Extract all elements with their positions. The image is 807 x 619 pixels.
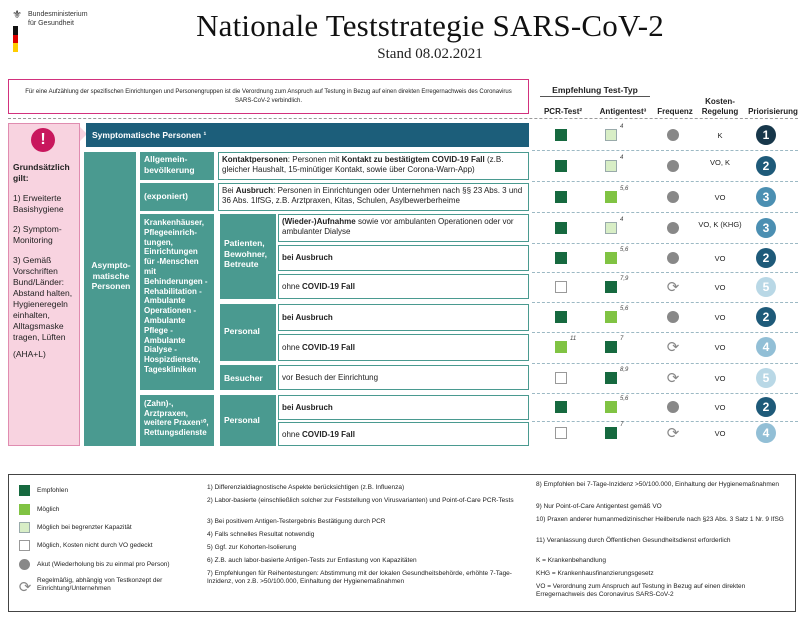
antigen-begrenzt-marker <box>605 222 617 234</box>
legend-begrenzt-swatch <box>19 522 30 533</box>
pcr-empfohlen-marker <box>555 160 567 172</box>
page-title: Nationale Teststrategie SARS-CoV-2 <box>196 8 664 43</box>
antigen-moeglich-marker <box>605 191 617 203</box>
rule-1: 1) Erweiterte Basishygiene <box>13 193 64 214</box>
ministry-logo <box>10 8 140 48</box>
general-rules-panel <box>8 123 80 446</box>
row-ausbruch: Bei Ausbruch: Personen in Einrichtungen oder Unternehmen nach §§ 23 Abs. 3 und 36 Abs. 1IfSG, z.B. Arztpraxen, Kitas, Schulen, Asylbewerberheime <box>218 183 529 211</box>
row-praxen-ausbruch: bei Ausbruch <box>278 395 529 420</box>
regelmaessig-icon: ⟳ <box>666 424 680 442</box>
eagle-icon: ⚜ <box>12 8 22 21</box>
akut-icon <box>667 311 679 323</box>
legend-moeglich: Möglich <box>37 506 60 513</box>
row-kontaktpersonen: Kontaktpersonen: Personen mit Kontakt zu bestätigtem COVID-19 Fall (z.B. gleicher Haushalt, 15-minütiger Kontakt, sowie über Corona-Warn-App) <box>218 152 529 180</box>
kosten-r3: VO <box>714 254 726 263</box>
regelmaessig-icon: ⟳ <box>666 369 680 387</box>
kosten-r9: VO <box>714 429 726 438</box>
pcr-empfohlen-marker <box>555 401 567 413</box>
antigen-begrenzt-marker <box>605 129 617 141</box>
header-divider <box>8 118 798 119</box>
footnote-3: 3) Bei positivem Antigen-Testergebnis Bestätigung durch PCR <box>207 518 386 525</box>
legend-akut-icon <box>19 559 30 570</box>
antigen-empfohlen-marker <box>605 281 617 293</box>
legend-regel-icon: ⟳ <box>18 578 32 596</box>
group-praxen: (Zahn)-, Arztpraxen, weitere Praxen¹⁰, Rettungsdienste <box>140 395 214 446</box>
header-empfehlung: Empfehlung Test-Typ <box>552 85 638 95</box>
row-personal-ausbruch: bei Ausbruch <box>278 304 529 331</box>
legend-empfohlen: Empfohlen <box>37 487 69 494</box>
group-patienten: Patienten, Bewohner, Betreute <box>220 214 276 299</box>
prio-badge: 2 <box>756 248 776 268</box>
prio-badge: 3 <box>756 218 776 238</box>
ministry-name: Bundesministerium für Gesundheit <box>28 11 88 27</box>
abbr-k: K = Krankenbehandlung <box>536 557 606 564</box>
antigen-moeglich-marker <box>605 252 617 264</box>
antigen-begrenzt-marker <box>605 160 617 172</box>
symptomatic-row: Symptomatische Personen ¹ <box>86 123 529 147</box>
abbr-vo: VO = Verordnung zum Anspruch auf Testung in Bezug auf einen direkten Erregernachweis des Coronavirus SARS-CoV-2 <box>536 583 746 598</box>
footnote-7: 7) Empfehlungen für Reihentestungen: Abstimmung mit der lokalen Gesundheitsbehörde, erhöhte 7-Tage-Inzidenz, von z.B. >50/100.000, Einhaltung der Hygienemaßnahmen <box>207 570 512 585</box>
legend-akut: Akut (Wiederholung bis zu einmal pro Person) <box>37 561 170 568</box>
footnote-10: 10) Praxen anderer humanmedizinischer Heilberufe nach §23 Abs. 3 Satz 1 Nr. 9 IfSG <box>536 516 784 523</box>
footnote-11: 11) Veranlassung durch Öffentlichen Gesundheitsdienst erforderlich <box>536 537 731 544</box>
footnote-2: 2) Labor-basierte (einschließlich solcher zur Feststellung von Virusvarianten) und Point-of-Care PCR-Tests <box>207 497 514 504</box>
legend-empfohlen-swatch <box>19 485 30 496</box>
akut-icon <box>667 252 679 264</box>
group-exponiert: (exponiert) <box>140 183 214 211</box>
rule-2: 2) Symptom-Monitoring <box>13 224 62 245</box>
row-praxen-ohne: ohne COVID-19 Fall <box>278 422 529 446</box>
antigen-empfohlen-marker <box>605 427 617 439</box>
prio-badge: 2 <box>756 307 776 327</box>
pcr-empfohlen-marker <box>555 129 567 141</box>
kosten-r1: VO <box>714 193 726 202</box>
abbr-khg: KHG = Krankenhausfinanzierungsgesetz <box>536 570 654 577</box>
akut-icon <box>667 160 679 172</box>
prio-badge: 2 <box>756 156 776 176</box>
german-flag-icon <box>13 26 18 52</box>
akut-icon <box>667 401 679 413</box>
header-frequenz: Frequenz <box>657 107 693 116</box>
group-einrichtungen: Krankenhäuser, Pflegeeinrich-tungen, Einrichtungen für -Menschen mit Behinderungen -Rehabilitation -Ambulante Operationen -Ambulante Pflege -Ambulante Dialyse -Hospizdienste, Tageskliniken <box>140 214 214 390</box>
prio-badge: 3 <box>756 187 776 207</box>
group-personal-praxen: Personal <box>220 395 276 446</box>
rule-aha: (AHA+L) <box>13 349 46 359</box>
legend-box <box>8 474 796 612</box>
prio-badge: 4 <box>756 337 776 357</box>
kosten-r4: VO <box>714 283 726 292</box>
rules-heading: Grundsätzlich gilt: <box>13 162 70 183</box>
regelmaessig-icon: ⟳ <box>666 278 680 296</box>
asymptomatic-group: Asympto-matische Personen <box>84 152 136 446</box>
kosten-r2: VO, K (KHG) <box>698 220 742 229</box>
kosten-r6: VO <box>714 343 726 352</box>
header-antigen: Antigentest³ <box>599 107 647 116</box>
kosten-r8: VO <box>714 403 726 412</box>
antigen-empfohlen-marker <box>605 372 617 384</box>
header-kosten: Kosten-Regelung <box>701 97 739 116</box>
prio-badge: 4 <box>756 423 776 443</box>
rule-3: 3) Gemäß Vorschriften Bund/Länder: Abstand halten, Hygieneregeln einhalten, Alltagsmaske tragen, Lüften <box>13 255 73 342</box>
antigen-moeglich-marker <box>605 311 617 323</box>
akut-icon <box>667 222 679 234</box>
kosten-r5: VO <box>714 313 726 322</box>
row-patienten-ausbruch: bei Ausbruch <box>278 245 529 271</box>
header-line <box>540 96 650 97</box>
legend-moeglich-swatch <box>19 504 30 515</box>
row-besucher: vor Besuch der Einrichtung <box>278 365 529 390</box>
pcr-nicht-gedeckt-marker <box>555 281 567 293</box>
warning-icon: ! <box>31 128 55 152</box>
legend-regel: Regelmäßig, abhängig von Testkonzept der Einrichtung/Unternehmen <box>37 577 163 592</box>
row-patienten-ohne: ohne COVID-19 Fall <box>278 274 529 299</box>
legend-nicht-swatch <box>19 540 30 551</box>
group-besucher: Besucher <box>220 365 276 390</box>
pcr-empfohlen-marker <box>555 191 567 203</box>
kosten-r0: VO, K <box>709 158 730 167</box>
footnote-8: 8) Empfohlen bei 7-Tage-Inzidenz >50/100.000, Einhaltung der Hygienemaßnahmen <box>536 481 780 488</box>
group-allgemein: Allgemein-bevölkerung <box>140 152 214 180</box>
akut-icon <box>667 191 679 203</box>
legend-begrenzt: Möglich bei begrenzter Kapazität <box>37 524 132 531</box>
akut-icon <box>667 129 679 141</box>
footnote-1: 1) Differenzialdiagnostische Aspekte berücksichtigen (z.B. Influenza) <box>207 484 405 491</box>
footnote-6: 6) Z.B. auch labor-basierte Antigen-Tests zur Entlastung von Kapazitäten <box>207 557 417 564</box>
pcr-nicht-gedeckt-marker <box>555 372 567 384</box>
pcr-empfohlen-marker <box>555 311 567 323</box>
footnote-9: 9) Nur Point-of-Care Antigentest gemäß VO <box>536 503 662 510</box>
header-pcr: PCR-Test² <box>543 107 583 116</box>
pcr-nicht-gedeckt-marker <box>555 427 567 439</box>
page-subtitle: Stand 08.02.2021 <box>377 46 483 62</box>
regelmaessig-icon: ⟳ <box>666 338 680 356</box>
prio-badge: 2 <box>756 397 776 417</box>
group-personal: Personal <box>220 304 276 361</box>
legend-nicht: Möglich, Kosten nicht durch VO gedeckt <box>37 542 153 549</box>
kosten-r7: VO <box>714 374 726 383</box>
prio-badge: 5 <box>756 368 776 388</box>
antigen-empfohlen-marker <box>605 341 617 353</box>
header-prio: Priorisierung <box>748 107 798 116</box>
row-personal-ohne: ohne COVID-19 Fall <box>278 334 529 361</box>
kosten-sym: K <box>717 131 723 140</box>
pcr-empfohlen-marker <box>555 252 567 264</box>
pcr-empfohlen-marker <box>555 222 567 234</box>
row-aufnahme: (Wieder-)Aufnahme sowie vor ambulanten Operationen oder vor ambulanter Dialyse <box>278 214 529 242</box>
footnote-4: 4) Falls schnelles Resultat notwendig <box>207 531 315 538</box>
pcr-moeglich-marker <box>555 341 567 353</box>
prio-badge: 1 <box>756 125 776 145</box>
antigen-moeglich-marker <box>605 401 617 413</box>
prio-badge: 5 <box>756 277 776 297</box>
intro-note: Für eine Aufzählung der spezifischen Einrichtungen und Personengruppen ist die Verordnung zum Anspruch auf Testung in Bezug auf einen direkten Erregernachweis des Coronavirus SARS-CoV-2 verbindlich. <box>8 79 529 114</box>
footnote-5: 5) Ggf. zur Kohorten-Isolierung <box>207 544 297 551</box>
